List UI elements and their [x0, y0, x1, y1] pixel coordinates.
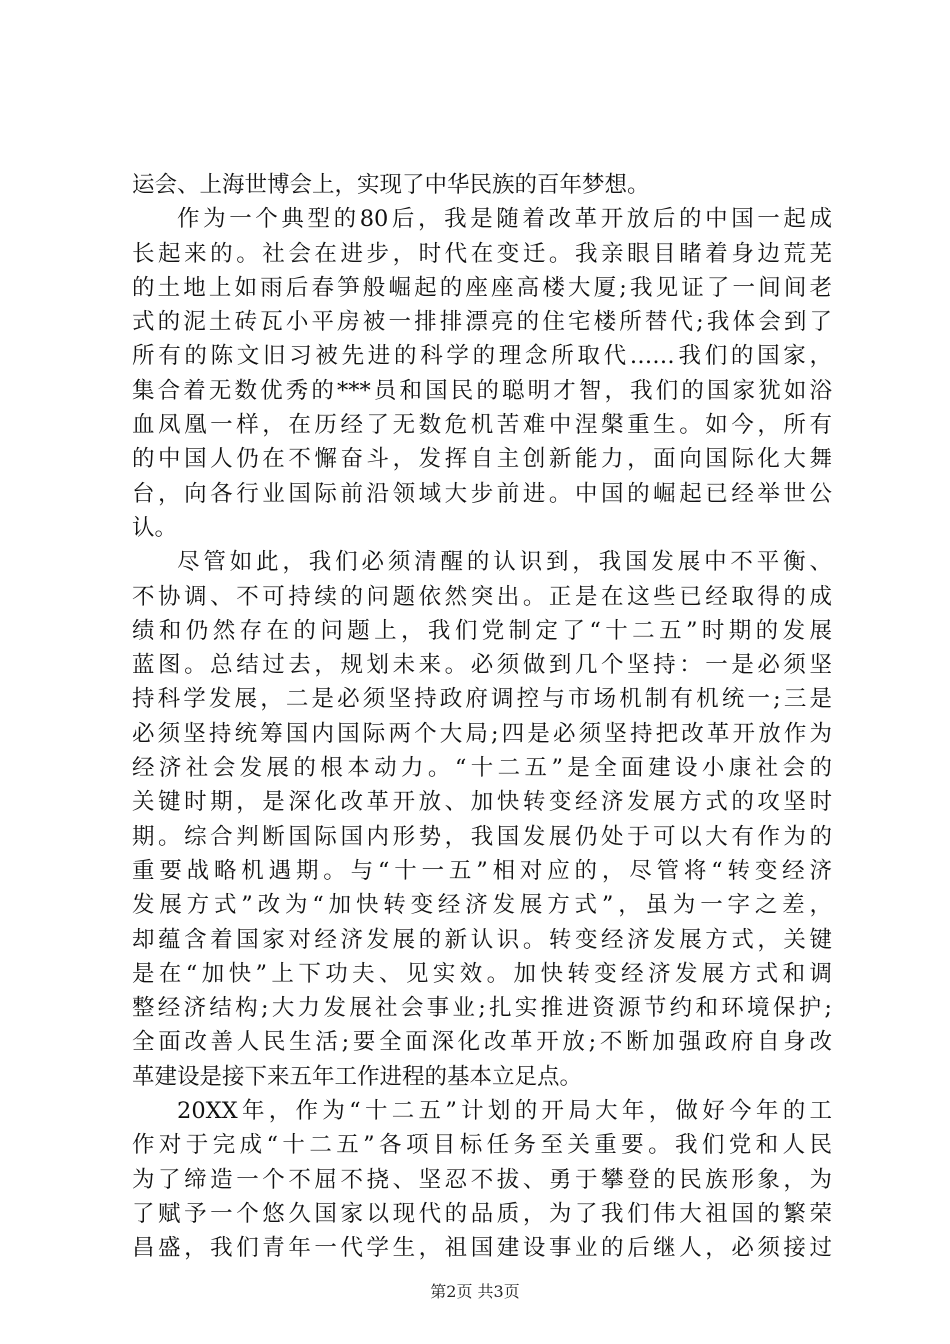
text-line: 了赋予一个悠久国家以现代的品质，为了我们伟大祖国的繁荣 — [132, 1200, 832, 1227]
text-line: 所有的陈文旧习被先进的科学的理念所取代……我们的国家， — [132, 343, 832, 370]
text-line: 必须坚持统筹国内国际两个大局;四是必须坚持把改革开放作为 — [132, 720, 832, 747]
text-line: 式的泥土砖瓦小平房被一排排漂亮的住宅楼所替代;我体会到了 — [132, 309, 832, 336]
text-line: 尽管如此，我们必须清醒的认识到，我国发展中不平衡、 — [177, 549, 832, 576]
text-line: 关键时期，是深化改革开放、加快转变经济发展方式的攻坚时 — [132, 789, 832, 816]
text-line: 昌盛，我们青年一代学生，祖国建设事业的后继人，必须接过 — [132, 1235, 832, 1262]
text-line: 集合着无数优秀的***员和国民的聪明才智，我们的国家犹如浴 — [132, 377, 832, 404]
document-body — [132, 168, 832, 1266]
text-line: 经济社会发展的根本动力。“十二五”是全面建设小康社会的 — [132, 755, 832, 782]
page-number: 第2页 共3页 — [430, 1282, 520, 1301]
paragraph — [132, 168, 832, 202]
paragraph — [132, 545, 832, 1094]
text-line: 绩和仍然存在的问题上，我们党制定了“十二五”时期的发展 — [132, 617, 832, 644]
text-line: 却蕴含着国家对经济发展的新认识。转变经济发展方式，关键 — [132, 926, 832, 953]
paragraph — [132, 202, 832, 545]
text-line: 的土地上如雨后春笋般崛起的座座高楼大厦;我见证了一间间老 — [132, 274, 832, 301]
text-line: 持科学发展，二是必须坚持政府调控与市场机制有机统一;三是 — [132, 686, 832, 713]
text-line: 长起来的。社会在进步，时代在变迁。我亲眼目睹着身边荒芜 — [132, 240, 832, 267]
text-line: 不协调、不可持续的问题依然突出。正是在这些已经取得的成 — [132, 583, 832, 610]
text-line: 发展方式”改为“加快转变经济发展方式”，虽为一字之差， — [132, 892, 832, 919]
text-line: 期。综合判断国际国内形势，我国发展仍处于可以大有作为的 — [132, 823, 832, 850]
text-line: 蓝图。总结过去，规划未来。必须做到几个坚持：一是必须坚 — [132, 652, 832, 679]
text-line: 运会、上海世博会上，实现了中华民族的百年梦想。 — [132, 172, 650, 198]
text-line: 台，向各行业国际前沿领域大步前进。中国的崛起已经举世公 — [132, 480, 832, 507]
text-line: 认。 — [132, 514, 178, 541]
paragraph — [132, 1094, 832, 1265]
text-line: 重要战略机遇期。与“十一五”相对应的，尽管将“转变经济 — [132, 857, 832, 884]
text-line: 作为一个典型的80后，我是随着改革开放后的中国一起成 — [177, 206, 832, 233]
text-line: 全面改善人民生活;要全面深化改革开放;不断加强政府自身改 — [132, 1029, 832, 1056]
text-line: 作对于完成“十二五”各项目标任务至关重要。我们党和人民 — [132, 1132, 832, 1159]
text-line: 血凤凰一样，在历经了无数危机苦难中涅槃重生。如今，所有 — [132, 412, 832, 439]
text-line: 为了缔造一个不屈不挠、坚忍不拔、勇于攀登的民族形象，为 — [132, 1166, 832, 1193]
text-line: 革建设是接下来五年工作进程的基本立足点。 — [132, 1063, 583, 1090]
text-line: 的中国人仍在不懈奋斗，发挥自主创新能力，面向国际化大舞 — [132, 446, 832, 473]
text-line: 20XX年，作为“十二五”计划的开局大年，做好今年的工 — [177, 1098, 832, 1125]
text-line: 是在“加快”上下功夫、见实效。加快转变经济发展方式和调 — [132, 960, 832, 987]
text-line: 整经济结构;大力发展社会事业;扎实推进资源节约和环境保护; — [132, 995, 832, 1022]
